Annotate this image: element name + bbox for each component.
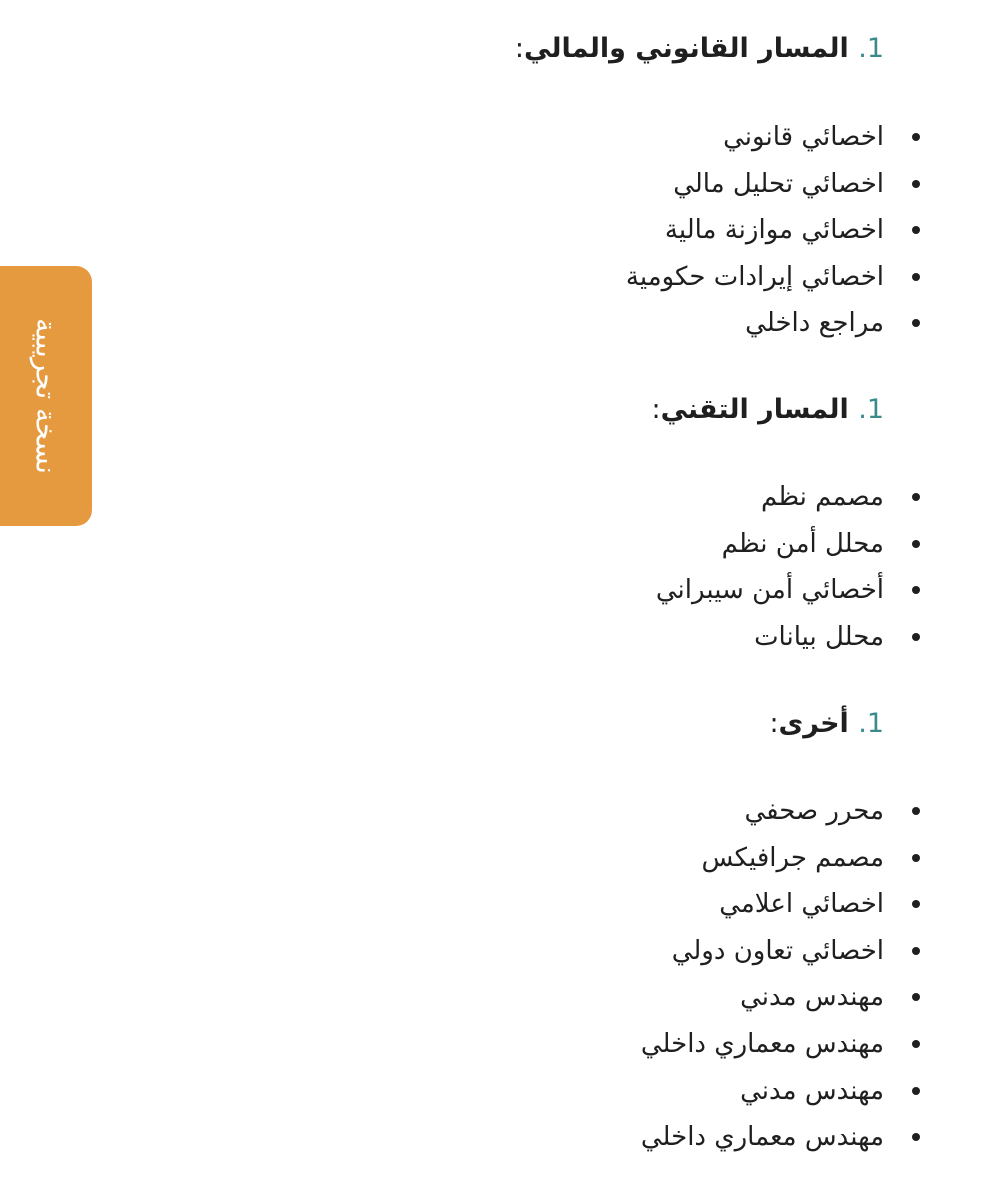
list-item [626, 300, 884, 347]
list-item-label: أخصائي أمن سيبراني [655, 575, 884, 606]
section-colon: : [514, 33, 524, 64]
bullet-icon [912, 1133, 920, 1141]
list-item-label: اخصائي قانوني [723, 122, 884, 152]
other-list [641, 788, 884, 1161]
bullet-icon [912, 226, 920, 234]
list-item-label: مصمم نظم [761, 482, 884, 512]
list-item [656, 614, 884, 661]
list-item [641, 835, 884, 882]
bullet-icon [912, 180, 920, 188]
list-item-label: اخصائي إيرادات حكومية [625, 261, 884, 292]
technical-list [656, 474, 884, 660]
section-heading-technical [651, 393, 884, 427]
list-item-label: محلل أمن نظم [721, 528, 884, 559]
list-item-label: مراجع داخلي [745, 308, 884, 339]
section-title: المسار القانوني والمالي [524, 33, 849, 64]
bullet-icon [912, 273, 920, 281]
list-item-label: اخصائي تعاون دولي [671, 935, 884, 966]
section-colon: : [651, 394, 661, 425]
bullet-icon [912, 854, 920, 862]
bullet-icon [912, 493, 920, 501]
bullet-icon [912, 1087, 920, 1095]
section-title: المسار التقني [660, 394, 849, 425]
list-item-label: محلل بيانات [754, 621, 884, 652]
section-title: أخرى [778, 708, 849, 739]
bullet-icon [912, 586, 920, 594]
list-item [626, 207, 884, 254]
list-item-label: اخصائي موازنة مالية [664, 215, 884, 246]
list-item [641, 974, 884, 1021]
legal-financial-list [626, 114, 884, 347]
bullet-icon [912, 540, 920, 548]
bullet-icon [912, 1040, 920, 1048]
bullet-icon [912, 900, 920, 908]
section-heading-legal-financial [515, 32, 884, 66]
list-item-label: مهندس مدني [740, 982, 884, 1013]
list-item [641, 881, 884, 928]
list-item-label: مصمم جرافيكس [701, 842, 884, 873]
list-item [626, 114, 884, 161]
list-item [656, 474, 884, 521]
section-heading-other [769, 707, 884, 741]
list-item [641, 1068, 884, 1115]
bullet-icon [912, 947, 920, 955]
bullet-icon [912, 807, 920, 815]
list-item-label: مهندس معماري داخلي [640, 1122, 884, 1153]
list-item-label: مهندس معماري داخلي [640, 1028, 884, 1059]
list-item [626, 161, 884, 208]
list-item-label: محرر صحفي [744, 796, 884, 826]
bullet-icon [912, 993, 920, 1001]
list-item-label: مهندس مدني [740, 1075, 884, 1106]
list-item [656, 567, 884, 614]
list-item [641, 788, 884, 835]
section-colon: : [769, 708, 779, 739]
list-item-label: اخصائي اعلامي [719, 889, 884, 920]
bullet-icon [912, 319, 920, 327]
bullet-icon [912, 633, 920, 641]
bullet-icon [912, 133, 920, 141]
list-item [641, 928, 884, 975]
list-item [641, 1021, 884, 1068]
list-item [656, 521, 884, 568]
list-item-label: اخصائي تحليل مالي [673, 168, 884, 199]
section-number: 1. [858, 708, 884, 739]
section-number: 1. [858, 33, 884, 64]
trial-version-label: نسخة تجريبية [29, 318, 63, 474]
list-item [626, 254, 884, 301]
section-number: 1. [858, 394, 884, 425]
list-item [641, 1114, 884, 1161]
